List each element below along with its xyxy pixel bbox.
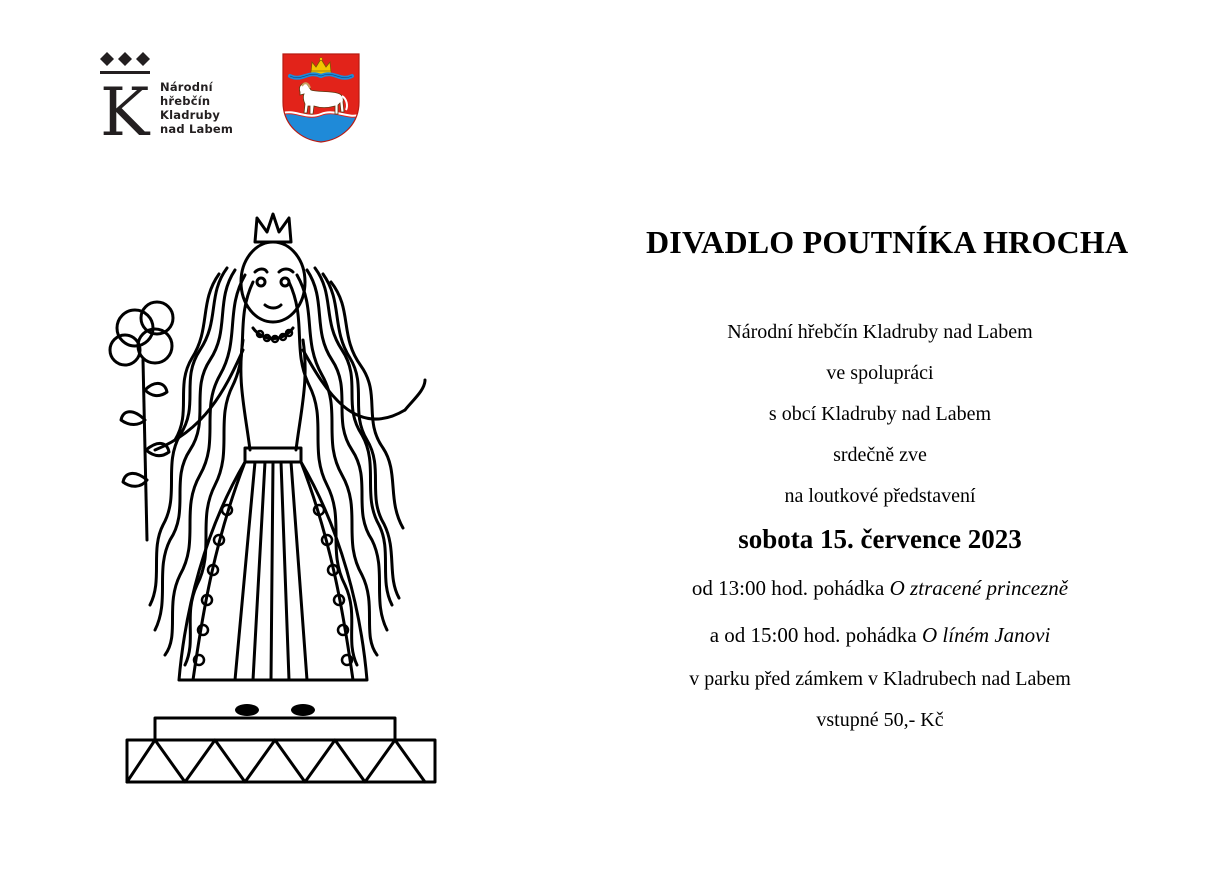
event-date: sobota 15. července 2023 [738, 524, 1022, 554]
partner-line: s obcí Kladruby nad Labem [768, 403, 992, 425]
show-1-time: od 13:00 hod. pohádka [691, 576, 890, 600]
invitation-lines [620, 312, 1140, 741]
diamonds-icon [100, 52, 152, 66]
logo-text-line: Kladruby [160, 108, 221, 122]
cooperation-line: ve spolupráci [826, 362, 934, 384]
logo-bar [100, 71, 150, 74]
princess-puppet-illustration [95, 210, 460, 790]
show-2-title: O líném Janovi [922, 623, 1051, 647]
show-1 [620, 565, 1140, 612]
svg-text:K: K [100, 79, 150, 139]
show-2 [620, 612, 1140, 659]
show-2-time: a od 15:00 hod. pohádka [709, 623, 922, 647]
invite-line: srdečně zve [833, 444, 927, 466]
admission-line: vstupné 50,- Kč [816, 709, 944, 731]
logo-text-line: Národní [160, 80, 213, 94]
stud-farm-logo [100, 52, 250, 144]
event-type-line: na loutkové představení [784, 485, 976, 507]
letter-k-mark [100, 79, 152, 139]
coat-of-arms-icon [280, 52, 362, 144]
venue-line: v parku před zámkem v Kladrubech nad Labem [689, 668, 1071, 690]
stud-farm-name [160, 80, 233, 136]
event-title: DIVADLO POUTNÍKA HROCHA [646, 224, 1129, 260]
show-1-title: O ztracené princezně [889, 576, 1069, 600]
logo-text-line: nad Labem [160, 122, 234, 136]
organizer-line: Národní hřebčín Kladruby nad Labem [727, 321, 1033, 343]
logo-text-line: hřebčín [160, 94, 211, 108]
